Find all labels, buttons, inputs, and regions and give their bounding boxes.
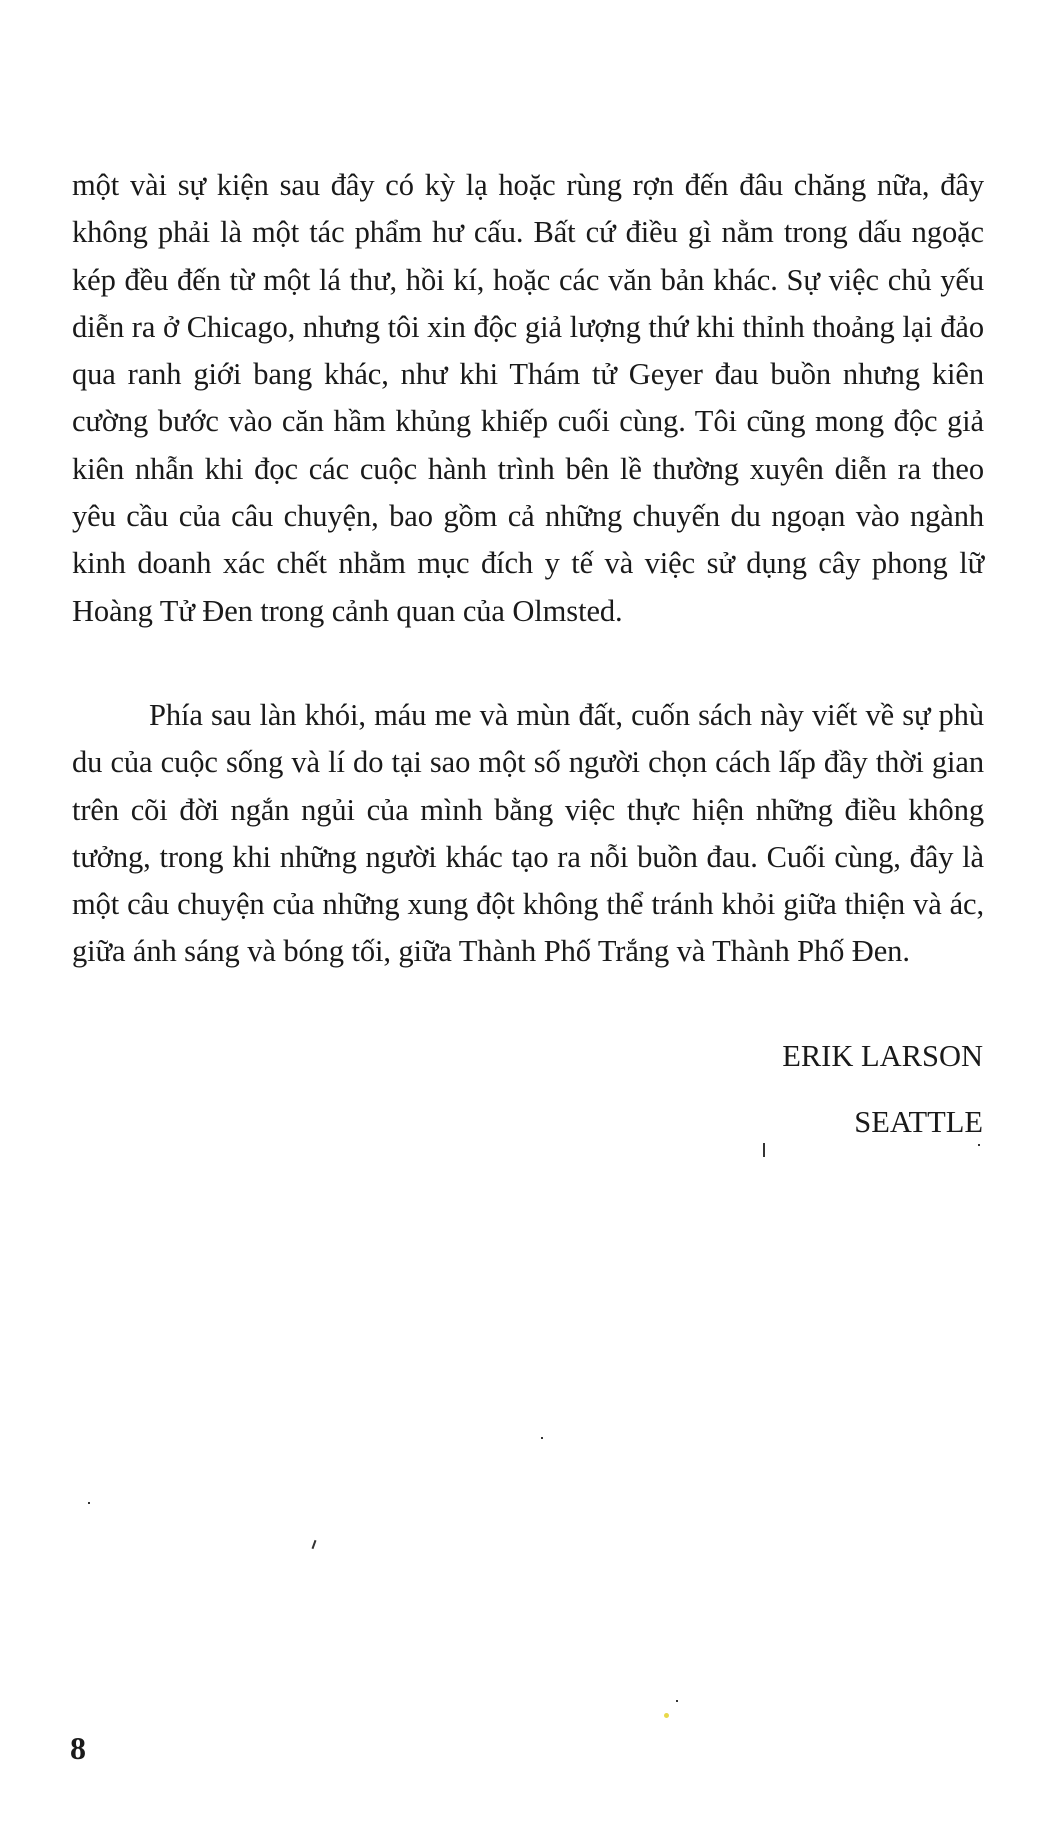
scan-speck — [978, 1144, 980, 1146]
page-number: 8 — [70, 1730, 86, 1766]
scan-speck — [312, 1540, 317, 1549]
scan-speck — [541, 1437, 543, 1439]
scan-speck — [664, 1713, 669, 1718]
author-signature: ERIK LARSON — [782, 1039, 983, 1073]
scan-speck — [88, 1502, 90, 1504]
scan-speck — [676, 1700, 678, 1702]
scan-speck — [763, 1143, 765, 1157]
body-paragraph-1: một vài sự kiện sau đây có kỳ lạ hoặc rùng rợn đến đâu chăng nữa, đây không phải là một tác phẩm hư cấu. Bất cứ điều gì nằm trong dấu ngoặc kép đều đến từ một lá thư, hồi kí, hoặc các văn bản khác. Sự việc chủ yếu diễn ra ở Chicago, nhưng tôi xin độc giả lượng thứ khi thỉnh thoảng lại đảo qua ranh giới bang khác, như khi Thám tử Geyer đau buồn nhưng kiên cường bước vào căn hầm khủng khiếp cuối cùng. Tôi cũng mong độc giả kiên nhẫn khi đọc các cuộc hành trình bên lề thường xuyên diễn ra theo yêu cầu của câu chuyện, bao gồm cả những chuyến du ngoạn vào ngành kinh doanh xác chết nhằm mục đích y tế và việc sử dụng cây phong lữ Hoàng Tử Đen trong cảnh quan của Olmsted. — [72, 168, 984, 628]
body-paragraph-2: Phía sau làn khói, máu me và mùn đất, cuốn sách này viết về sự phù du của cuộc sống và lí do tại sao một số người chọn cách lấp đầy thời gian trên cõi đời ngắn ngủi của mình bằng việc thực hiện những điều không tưởng, trong khi những người khác tạo ra nỗi buồn đau. Cuối cùng, đây là một câu chuyện của những xung đột không thể tránh khỏi giữa thiện và ác, giữa ánh sáng và bóng tối, giữa Thành Phố Trắng và Thành Phố Đen. — [72, 698, 984, 969]
author-location: SEATTLE — [854, 1105, 983, 1139]
